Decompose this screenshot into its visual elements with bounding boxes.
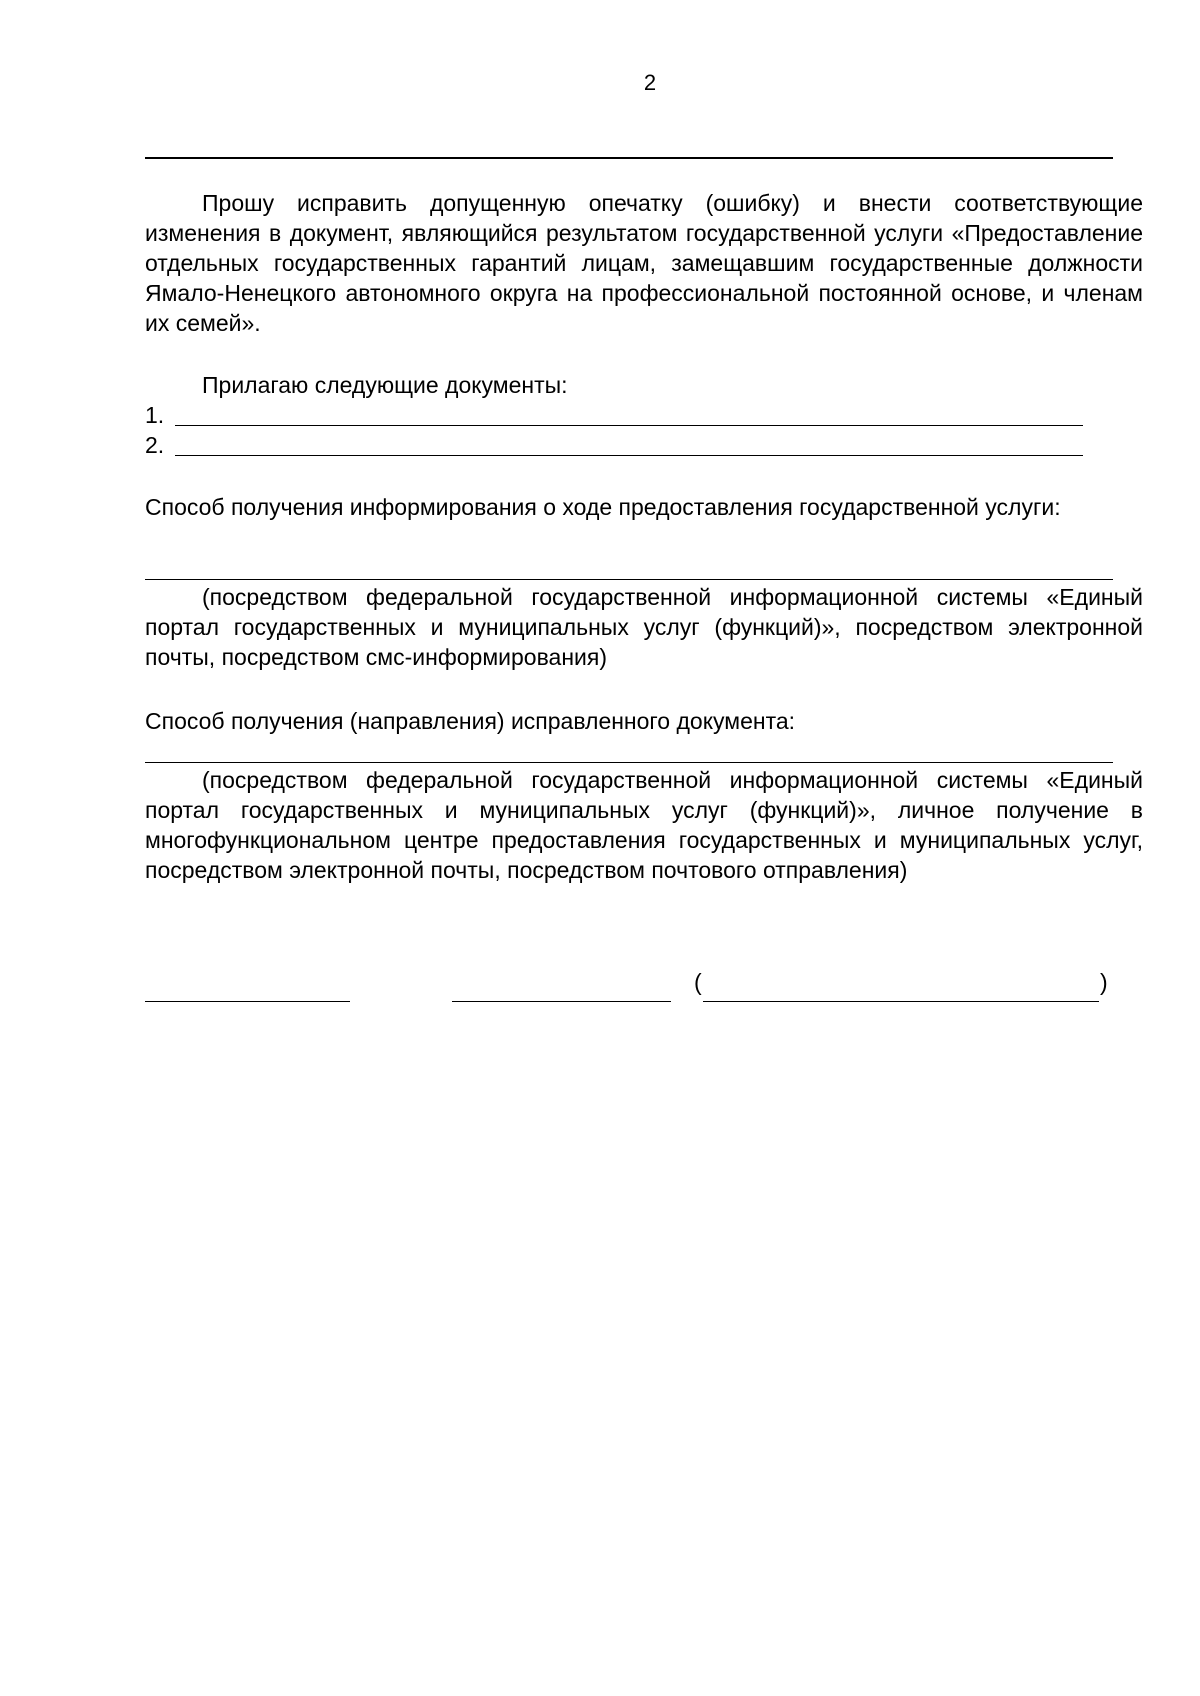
info-method-hint: (посредством федеральной государственной информационной системы «Единый портал государственных и муниципальных услуг (функций)», посредством электронной почты, посредством смс-информирования)	[145, 584, 1143, 670]
header-rule	[145, 157, 1113, 159]
attachment-item-1-number: 1.	[145, 402, 165, 428]
info-method-blank[interactable]	[145, 579, 1113, 580]
delivery-method-hint: (посредством федеральной государственной информационной системы «Единый портал государственных и муниципальных услуг (функций)», личное получение в многофункциональном центре предоставления государственных и муниципальных услуг, посредством электронной почты, посредством почтового отправления)	[145, 767, 1143, 883]
attachment-item-2-blank[interactable]	[175, 455, 1083, 456]
delivery-method-blank[interactable]	[145, 762, 1113, 763]
signature-sign-blank[interactable]	[452, 1001, 671, 1002]
attachment-item-2-number: 2.	[145, 432, 165, 458]
signature-date-blank[interactable]	[145, 1001, 350, 1002]
page-number: 2	[643, 70, 657, 95]
signature-name-blank[interactable]	[703, 1001, 1099, 1002]
request-paragraph: Прошу исправить допущенную опечатку (ошибку) и внести соответствующие изменения в документ, являющийся результатом государственной услуги «Предоставление отдельных государственных гарантий лицам, замещавшим государственные должности Ямало-Ненецкого автономного округа на профессиональной постоянной основе, и членам их семей».	[145, 190, 1143, 336]
signature-close-paren: )	[1100, 969, 1108, 995]
info-method-label: Способ получения информирования о ходе предоставления государственной услуги:	[145, 494, 1061, 520]
attachment-item-1-blank[interactable]	[175, 425, 1083, 426]
attachments-heading: Прилагаю следующие документы:	[202, 372, 568, 398]
signature-open-paren: (	[694, 969, 702, 995]
delivery-method-label: Способ получения (направления) исправленного документа:	[145, 708, 796, 734]
